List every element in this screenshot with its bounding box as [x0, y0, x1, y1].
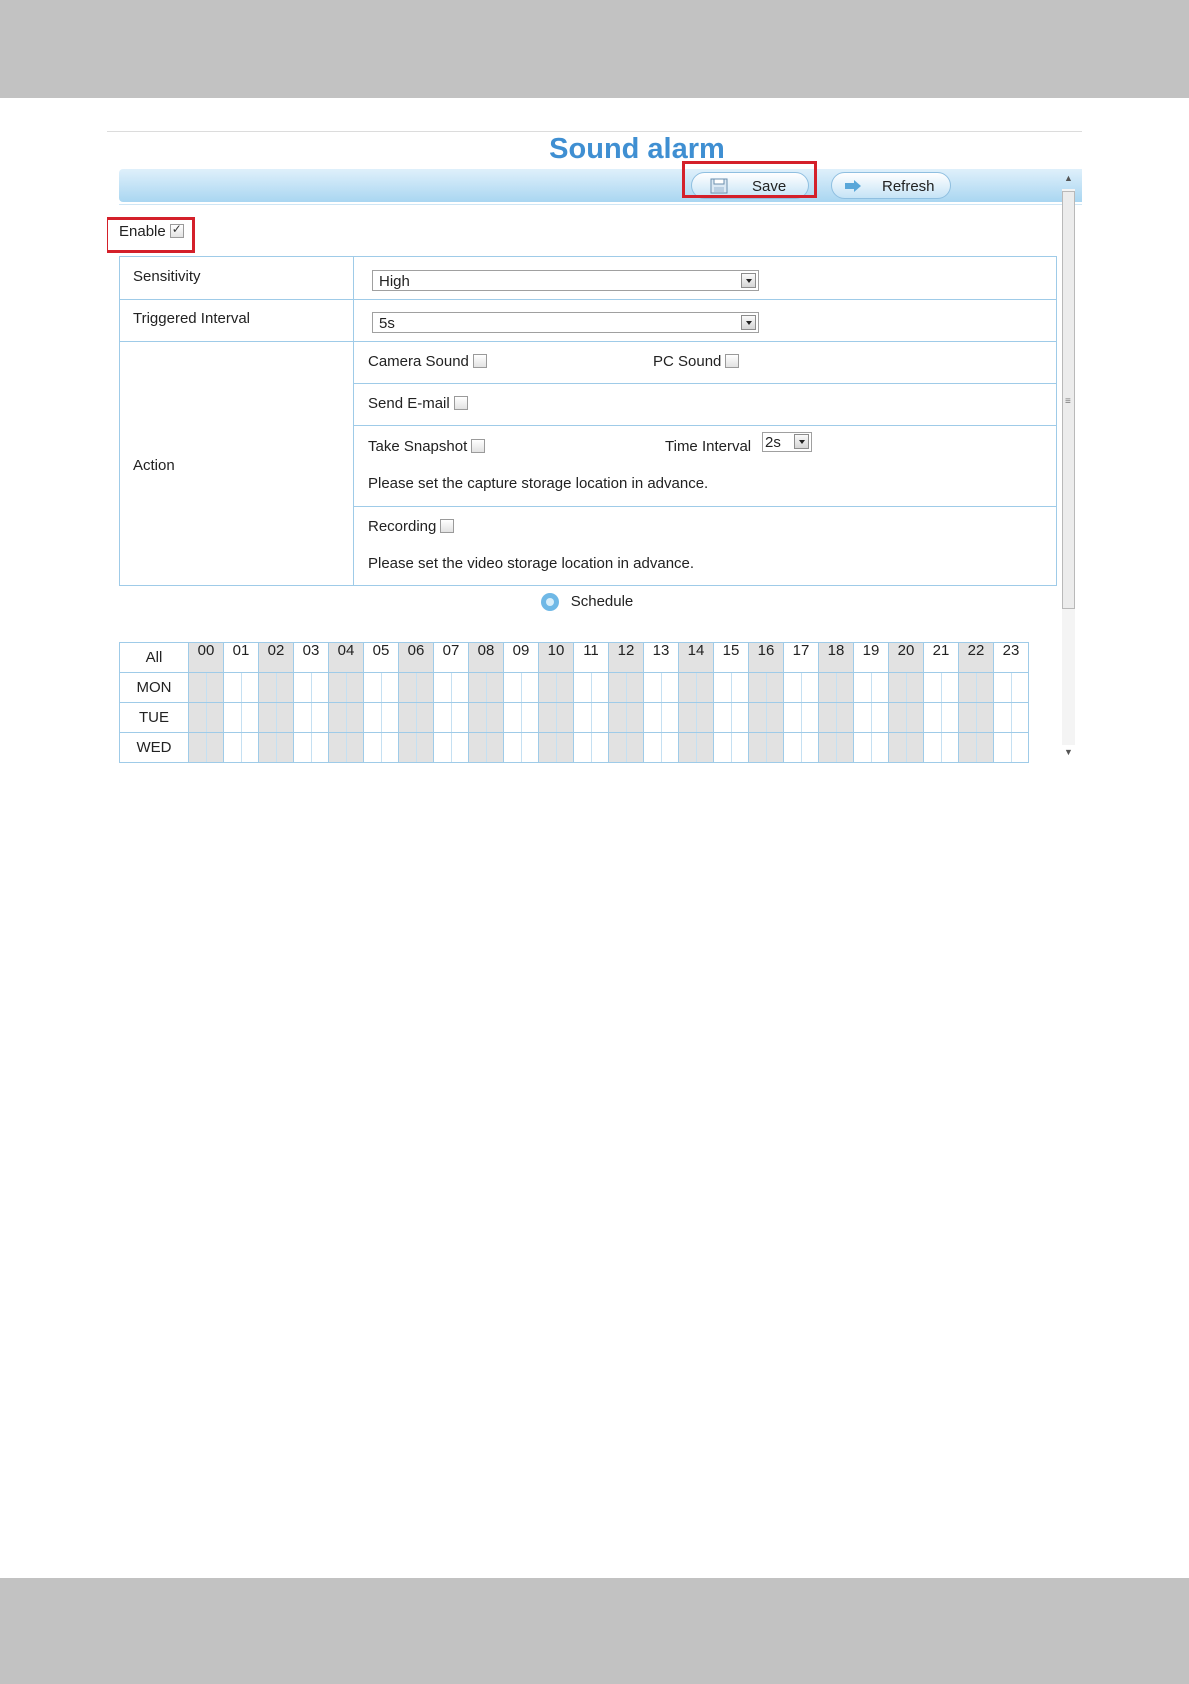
- chevron-down-icon: [741, 273, 756, 288]
- chevron-down-icon: [741, 315, 756, 330]
- schedule-hour-09[interactable]: 09: [504, 643, 539, 673]
- triggered-interval-select[interactable]: [372, 312, 759, 333]
- schedule-slot[interactable]: [259, 733, 294, 763]
- page-title: Sound alarm: [549, 133, 725, 165]
- time-interval-select[interactable]: [762, 432, 812, 452]
- schedule-hour-22[interactable]: 22: [959, 643, 994, 673]
- schedule-slot[interactable]: [994, 673, 1029, 703]
- triggered-interval-value: 5s: [379, 315, 395, 332]
- schedule-hour-16[interactable]: 16: [749, 643, 784, 673]
- schedule-hour-00[interactable]: 00: [189, 643, 224, 673]
- arrow-right-icon: [844, 178, 862, 194]
- schedule-slot[interactable]: [889, 703, 924, 733]
- schedule-slot[interactable]: [714, 703, 749, 733]
- camera-sound-label: Camera Sound: [368, 353, 487, 370]
- schedule-slot[interactable]: [749, 673, 784, 703]
- schedule-slot[interactable]: [329, 703, 364, 733]
- take-snapshot-label: Take Snapshot: [368, 438, 485, 455]
- schedule-hour-11[interactable]: 11: [574, 643, 609, 673]
- schedule-day-mon[interactable]: MON: [120, 673, 189, 703]
- schedule-slot[interactable]: [959, 673, 994, 703]
- schedule-slot[interactable]: [364, 733, 399, 763]
- schedule-hour-14[interactable]: 14: [679, 643, 714, 673]
- schedule-hour-08[interactable]: 08: [469, 643, 504, 673]
- pc-sound-label: PC Sound: [653, 353, 739, 370]
- schedule-slot[interactable]: [679, 733, 714, 763]
- schedule-hour-10[interactable]: 10: [539, 643, 574, 673]
- schedule-slot[interactable]: [434, 673, 469, 703]
- schedule-slot[interactable]: [504, 733, 539, 763]
- schedule-slot[interactable]: [329, 673, 364, 703]
- schedule-slot[interactable]: [399, 703, 434, 733]
- schedule-label: Schedule: [570, 593, 634, 610]
- schedule-slot[interactable]: [574, 733, 609, 763]
- schedule-slot[interactable]: [889, 733, 924, 763]
- grip-icon: ≡: [1065, 396, 1071, 407]
- schedule-slot[interactable]: [504, 673, 539, 703]
- scrollbar[interactable]: [1057, 169, 1079, 765]
- schedule-hour-19[interactable]: 19: [854, 643, 889, 673]
- schedule-slot[interactable]: [679, 673, 714, 703]
- schedule-slot[interactable]: [644, 733, 679, 763]
- schedule-slot[interactable]: [259, 703, 294, 733]
- schedule-hour-04[interactable]: 04: [329, 643, 364, 673]
- schedule-slot[interactable]: [189, 703, 224, 733]
- schedule-slot[interactable]: [259, 673, 294, 703]
- schedule-slot[interactable]: [469, 673, 504, 703]
- schedule-slot[interactable]: [609, 673, 644, 703]
- recording-checkbox[interactable]: [440, 519, 454, 533]
- schedule-slot[interactable]: [889, 673, 924, 703]
- schedule-slot[interactable]: [539, 703, 574, 733]
- schedule-slot[interactable]: [854, 673, 889, 703]
- schedule-slot[interactable]: [854, 733, 889, 763]
- schedule-slot[interactable]: [189, 733, 224, 763]
- schedule-hour-21[interactable]: 21: [924, 643, 959, 673]
- clock-icon: [541, 593, 559, 611]
- schedule-day-row: [120, 673, 1029, 703]
- schedule-all-button[interactable]: All: [120, 643, 189, 673]
- bottom-gray-band: [0, 1578, 1189, 1684]
- schedule-slot[interactable]: [994, 703, 1029, 733]
- time-interval-value: 2s: [765, 434, 781, 451]
- schedule-hour-05[interactable]: 05: [364, 643, 399, 673]
- save-highlight-box: [682, 161, 817, 198]
- schedule-hour-02[interactable]: 02: [259, 643, 294, 673]
- schedule-slot[interactable]: [644, 673, 679, 703]
- schedule-day-row: [120, 733, 1029, 763]
- schedule-slot[interactable]: [574, 703, 609, 733]
- schedule-slot[interactable]: [399, 733, 434, 763]
- top-gray-band: [0, 0, 1189, 98]
- sensitivity-label: Sensitivity: [133, 268, 201, 285]
- action-label: Action: [133, 457, 175, 474]
- schedule-slot[interactable]: [469, 733, 504, 763]
- camera-sound-checkbox[interactable]: [473, 354, 487, 368]
- schedule-slot[interactable]: [399, 673, 434, 703]
- schedule-slot[interactable]: [644, 703, 679, 733]
- schedule-day-row: [120, 703, 1029, 733]
- schedule-slot[interactable]: [294, 673, 329, 703]
- sensitivity-select[interactable]: [372, 270, 759, 291]
- sensitivity-value: High: [379, 273, 410, 290]
- chevron-down-icon: [794, 434, 809, 449]
- take-snapshot-checkbox[interactable]: [471, 439, 485, 453]
- refresh-button[interactable]: [831, 172, 951, 199]
- schedule-slot[interactable]: [504, 703, 539, 733]
- recording-label: Recording: [368, 518, 454, 535]
- enable-label: Enable: [119, 223, 166, 240]
- send-email-checkbox[interactable]: [454, 396, 468, 410]
- schedule-slot[interactable]: [924, 733, 959, 763]
- schedule-slot[interactable]: [819, 733, 854, 763]
- schedule-day-tue[interactable]: TUE: [120, 703, 189, 733]
- schedule-slot[interactable]: [679, 703, 714, 733]
- scroll-down-icon[interactable]: ▼: [1064, 747, 1073, 757]
- enable-highlight-box: [107, 217, 195, 253]
- schedule-slot[interactable]: [714, 733, 749, 763]
- refresh-label: Refresh: [882, 178, 935, 195]
- sound-alarm-panel: [107, 131, 1082, 765]
- schedule-slot[interactable]: [434, 703, 469, 733]
- pc-sound-checkbox[interactable]: [725, 354, 739, 368]
- schedule-day-wed[interactable]: WED: [120, 733, 189, 763]
- schedule-hour-03[interactable]: 03: [294, 643, 329, 673]
- schedule-slot[interactable]: [224, 703, 259, 733]
- schedule-slot[interactable]: [469, 703, 504, 733]
- schedule-hour-13[interactable]: 13: [644, 643, 679, 673]
- recording-note: Please set the video storage location in advance.: [368, 555, 695, 572]
- schedule-hour-06[interactable]: 06: [399, 643, 434, 673]
- schedule-slot[interactable]: [749, 733, 784, 763]
- settings-table: [119, 256, 1057, 586]
- schedule-grid: [119, 642, 1029, 763]
- send-email-label: Send E-mail: [368, 395, 468, 412]
- schedule-slot[interactable]: [294, 733, 329, 763]
- schedule-slot[interactable]: [364, 673, 399, 703]
- schedule-slot[interactable]: [784, 673, 819, 703]
- schedule-slot[interactable]: [364, 703, 399, 733]
- schedule-slot[interactable]: [539, 733, 574, 763]
- schedule-slot[interactable]: [539, 673, 574, 703]
- schedule-hour-17[interactable]: 17: [784, 643, 819, 673]
- schedule-slot[interactable]: [924, 703, 959, 733]
- schedule-slot[interactable]: [784, 703, 819, 733]
- save-label: Save: [752, 178, 787, 195]
- schedule-slot[interactable]: [714, 673, 749, 703]
- schedule-slot[interactable]: [959, 733, 994, 763]
- schedule-slot[interactable]: [224, 733, 259, 763]
- schedule-hour-07[interactable]: 07: [434, 643, 469, 673]
- schedule-slot[interactable]: [819, 703, 854, 733]
- schedule-hour-20[interactable]: 20: [889, 643, 924, 673]
- schedule-slot[interactable]: [959, 703, 994, 733]
- schedule-hour-01[interactable]: 01: [224, 643, 259, 673]
- schedule-slot[interactable]: [189, 673, 224, 703]
- schedule-slot[interactable]: [994, 733, 1029, 763]
- schedule-slot[interactable]: [924, 673, 959, 703]
- schedule-slot[interactable]: [434, 733, 469, 763]
- schedule-hour-18[interactable]: 18: [819, 643, 854, 673]
- triggered-interval-label: Triggered Interval: [133, 310, 250, 327]
- schedule-hour-12[interactable]: 12: [609, 643, 644, 673]
- scroll-up-icon[interactable]: ▲: [1064, 173, 1073, 183]
- schedule-slot[interactable]: [609, 703, 644, 733]
- schedule-slot[interactable]: [574, 673, 609, 703]
- schedule-slot[interactable]: [749, 703, 784, 733]
- schedule-hour-15[interactable]: 15: [714, 643, 749, 673]
- schedule-header: [107, 593, 1067, 611]
- schedule-slot[interactable]: [224, 673, 259, 703]
- schedule-slot[interactable]: [609, 733, 644, 763]
- schedule-slot[interactable]: [294, 703, 329, 733]
- time-interval-label: Time Interval: [665, 438, 752, 455]
- schedule-slot[interactable]: [784, 733, 819, 763]
- schedule-slot[interactable]: [819, 673, 854, 703]
- schedule-hours-row: [120, 643, 1029, 673]
- snapshot-note: Please set the capture storage location in advance.: [368, 475, 709, 492]
- schedule-slot[interactable]: [854, 703, 889, 733]
- schedule-hour-23[interactable]: 23: [994, 643, 1029, 673]
- schedule-slot[interactable]: [329, 733, 364, 763]
